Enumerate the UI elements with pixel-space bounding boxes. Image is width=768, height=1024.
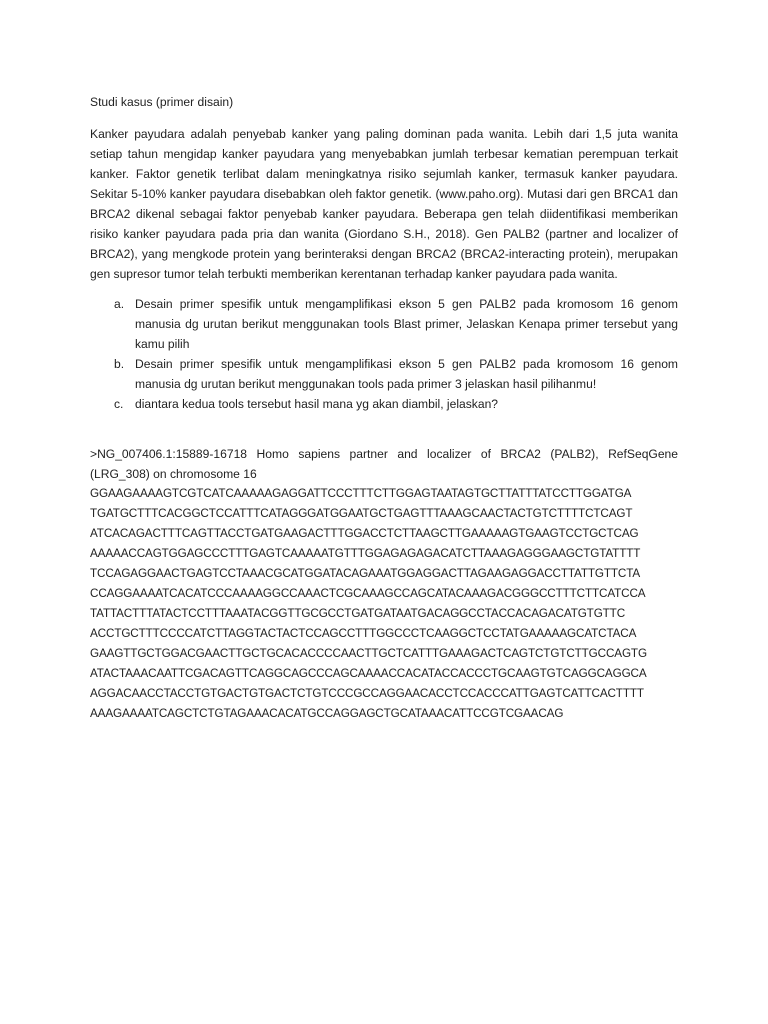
sequence-line: AAAAACCAGTGGAGCCCTTTGAGTCAAAAATGTTTGGAGAGAGACATCTTAAAGAGGGAAGCTGTATTTT [90, 547, 641, 560]
document-page [90, 92, 678, 724]
sequence-line: AGGACAACCTACCTGTGACTGTGACTCTGTCCCGCCAGGAACACCTCCACCCATTGAGTCATTCACTTTT [90, 687, 644, 700]
question-text: Desain primer spesifik untuk mengamplifikasi ekson 5 gen PALB2 pada kromosom 16 genom manusia dg urutan berikut menggunakan tools Blast primer, Jelaskan Kenapa primer tersebut yang kamu pilih [135, 297, 678, 351]
question-marker: b. [114, 357, 125, 371]
question-item-a [90, 294, 678, 354]
question-text: diantara kedua tools tersebut hasil mana yg akan diambil, jelaskan? [135, 397, 499, 411]
sequence-block [90, 484, 678, 724]
sequence-line: ATCACAGACTTTCAGTTACCTGATGAAGACTTTGGACCTCTTAAGCTTGAAAAAGTGAAGTCCTGCTCAG [90, 527, 639, 540]
sequence-line: TCCAGAGGAACTGAGTCCTAAACGCATGGATACAGAAATGGAGGACTTAGAAGAGGACCTTATTGTTCTA [90, 567, 641, 580]
sequence-line: ACCTGCTTTCCCCATCTTAGGTACTACTCCAGCCTTTGGCCCTCAAGGCTCCTATGAAAAAGCATCTACA [90, 627, 637, 640]
question-item-c [90, 394, 678, 414]
sequence-line: GAAGTTGCTGGACGAACTTGCTGCACACCCCAACTTGCTCATTTGAAAGACTCAGTCTGTCTTGCCAGTG [90, 647, 647, 660]
question-marker: a. [114, 297, 125, 311]
sequence-line: TATTACTTTATACTCCTTTAAATACGGTTGCGCCTGATGATAATGACAGGCCTACCACAGACATGTGTTC [90, 607, 626, 620]
sequence-line: AAAGAAAATCAGCTCTGTAGAAACACATGCCAGGAGCTGCATAAACATTCCGTCGAACAG [90, 707, 564, 720]
sequence-line: TGATGCTTTCACGGCTCCATTTCATAGGGATGGAATGCTGAGTTTAAAGCAACTACTGTCTTTTCTCAGT [90, 507, 633, 520]
document-title: Studi kasus (primer disain) [90, 95, 234, 109]
question-list [90, 294, 678, 414]
question-item-b [90, 354, 678, 394]
intro-paragraph: Kanker payudara adalah penyebab kanker yang paling dominan pada wanita. Lebih dari 1,5 juta wanita setiap tahun mengidap kanker payudara yang menyebabkan jumlah terbesar kematian perempuan terkait kanker. Faktor genetik terlibat dalam meningkatnya risiko sejumlah kanker, termasuk kanker payudara. Sekitar 5-10% kanker payudara disebabkan oleh faktor genetik. (www.paho.org). Mutasi dari gen BRCA1 dan BRCA2 dikenal sebagai faktor penyebab kanker payudara. Beberapa gen telah diidentifikasi memberikan risiko kanker payudara pada pria dan wanita (Giordano S.H., 2018). Gen PALB2 (partner and localizer of BRCA2), yang mengkode protein yang berinteraksi dengan BRCA2 (BRCA2-interacting protein), merupakan gen supresor tumor telah terbukti memberikan kerentanan terhadap kanker payudara pada wanita. [90, 127, 678, 281]
question-text: Desain primer spesifik untuk mengamplifikasi ekson 5 gen PALB2 pada kromosom 16 genom manusia dg urutan berikut menggunakan tools pada primer 3 jelaskan hasil pilihanmu! [135, 357, 678, 391]
question-marker: c. [114, 397, 124, 411]
sequence-header: >NG_007406.1:15889-16718 Homo sapiens partner and localizer of BRCA2 (PALB2), RefSeqGene (LRG_308) on chromosome 16 [90, 447, 678, 481]
sequence-line: ATACTAAACAATTCGACAGTTCAGGCAGCCCAGCAAAACCACATACCACCCTGCAAGTGTCAGGCAGGCA [90, 667, 647, 680]
sequence-line: GGAAGAAAAGTCGTCATCAAAAAGAGGATTCCCTTTCTTGGAGTAATAGTGCTTATTTATCCTTGGATGA [90, 487, 632, 500]
sequence-line: CCAGGAAAATCACATCCCAAAAGGCCAAACTCGCAAAGCCAGCATACAAAGACGGGCCTTTCTTCATCCA [90, 587, 646, 600]
